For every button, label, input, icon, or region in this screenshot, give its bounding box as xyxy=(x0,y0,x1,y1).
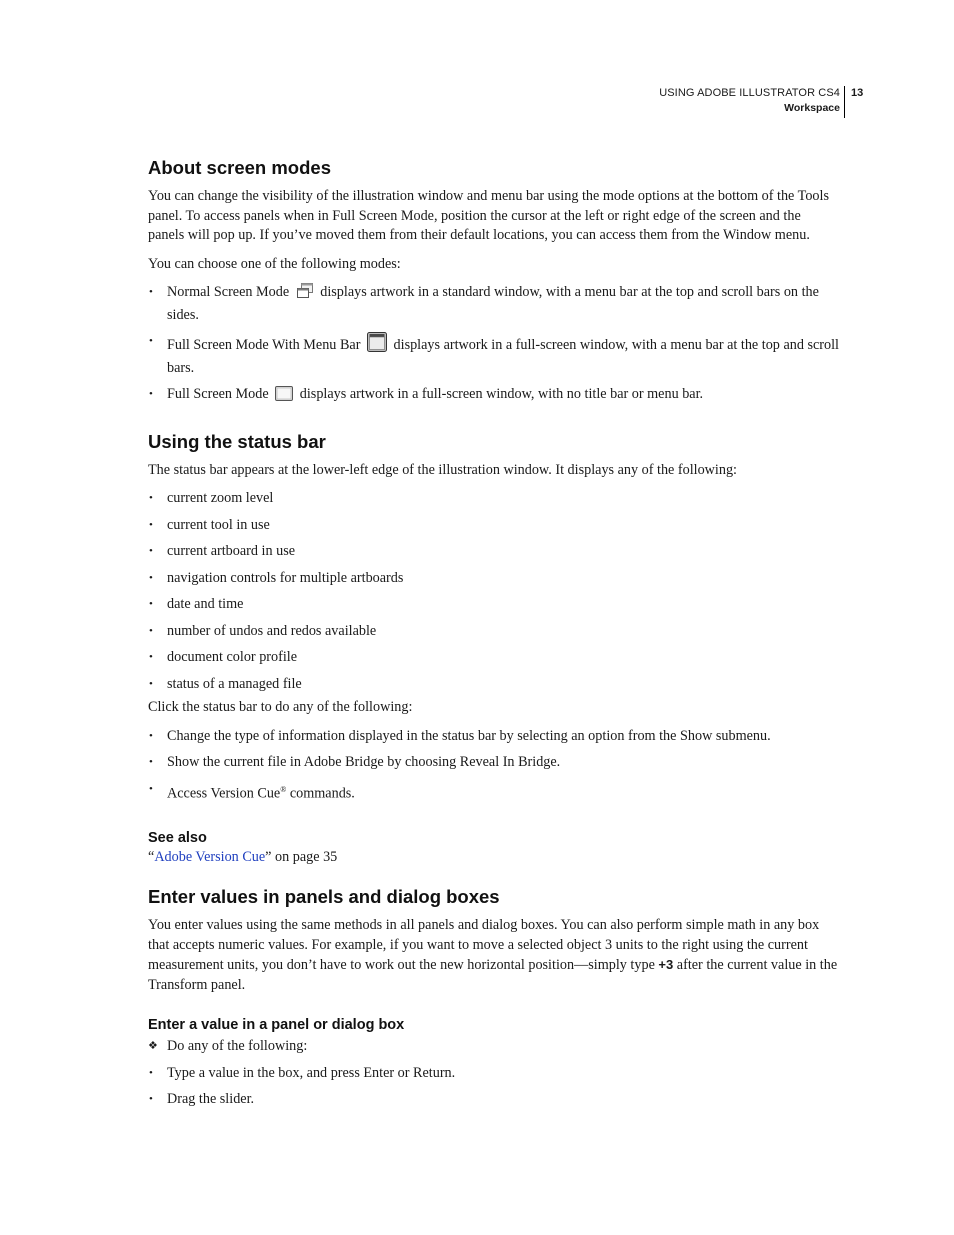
bullet: • xyxy=(149,782,153,795)
full-screen-mode-icon xyxy=(275,386,293,408)
bullet: • xyxy=(149,335,153,347)
running-head xyxy=(560,86,840,116)
list-item xyxy=(148,283,840,325)
procedure-list xyxy=(148,1037,840,1110)
bullet: • xyxy=(149,1066,153,1079)
page-content xyxy=(148,156,840,1117)
see-also-reference xyxy=(148,848,840,868)
status-bar-click-intro: Click the status bar to do any of the following: xyxy=(148,699,413,715)
bullet: • xyxy=(149,571,153,584)
list-item-text: commands. xyxy=(286,785,355,802)
bullet: • xyxy=(149,756,153,768)
heading-screen-modes: About screen modes xyxy=(148,157,331,178)
list-item xyxy=(148,1090,840,1110)
list-item-text: document color profile xyxy=(167,649,298,665)
list-item xyxy=(148,542,840,562)
status-bar-intro: The status bar appears at the lower-left edge of the illustration window. It displays any of the following: xyxy=(148,461,737,478)
bullet: • xyxy=(149,545,153,557)
bullet: • xyxy=(149,286,153,298)
list-item xyxy=(148,780,840,804)
list-item-text: current zoom level xyxy=(167,490,274,506)
full-screen-menu-bar-icon xyxy=(367,332,387,359)
adobe-version-cue-link[interactable]: Adobe Version Cue xyxy=(154,848,266,865)
bullet: • xyxy=(149,518,153,531)
bullet: • xyxy=(149,677,153,690)
list-item xyxy=(148,516,840,536)
page-reference: ” on page 35 xyxy=(265,848,338,865)
heading-enter-value-procedure: Enter a value in a panel or dialog box xyxy=(148,1017,405,1034)
section-name: Workspace xyxy=(784,102,840,114)
document-title: USING ADOBE ILLUSTRATOR CS4 xyxy=(659,87,840,99)
header-divider xyxy=(844,86,845,118)
bullet: • xyxy=(149,624,153,637)
list-item xyxy=(148,648,840,668)
bullet: • xyxy=(149,388,153,400)
list-item xyxy=(148,753,840,773)
heading-see-also: See also xyxy=(148,829,207,846)
bullet: • xyxy=(149,1093,153,1106)
bullet: • xyxy=(149,492,153,504)
bullet: • xyxy=(149,651,153,663)
list-item xyxy=(148,1064,840,1084)
code-example: +3 xyxy=(658,957,674,973)
list-item xyxy=(148,569,840,589)
list-item-text: Drag the slider. xyxy=(167,1091,255,1108)
bullet: • xyxy=(149,729,153,742)
screen-modes-choose: You can choose one of the following modes: xyxy=(148,255,401,272)
heading-status-bar: Using the status bar xyxy=(148,430,326,452)
list-item-text: current tool in use xyxy=(167,516,270,533)
mode-description: displays artwork in a standard window, with a menu bar at the top and scroll bars on the sides. xyxy=(167,284,819,323)
intro-text: after the current value in the Transform panel. xyxy=(148,957,838,993)
mode-name: Full Screen Mode xyxy=(167,386,269,402)
status-bar-actions xyxy=(148,727,840,804)
mode-description: displays artwork in a full-screen window, with no title bar or menu bar. xyxy=(299,386,704,402)
mode-description: displays artwork in a full-screen window, with a menu bar at the top and scroll bars. xyxy=(167,337,840,376)
list-item-text: number of undos and redos available xyxy=(167,622,377,639)
list-item xyxy=(148,727,840,747)
quote-open: “ xyxy=(148,848,155,865)
list-item xyxy=(148,385,840,408)
screen-modes-intro: You can change the visibility of the illustration window and menu bar using the mode options at the bottom of the Tools panel. To access panels when in Full Screen Mode, position the cursor at the left or right edge of the screen and the panels will pop up. If you’ve moved them from their default locations, you can access them from the Window menu. xyxy=(148,188,829,243)
step-item xyxy=(148,1037,840,1057)
enter-values-intro xyxy=(148,916,840,995)
registered-mark: ® xyxy=(280,784,287,794)
list-item xyxy=(148,622,840,642)
list-item-text: current artboard in use xyxy=(167,543,296,559)
step-text: Do any of the following: xyxy=(167,1038,308,1055)
step-marker-icon: ❖ xyxy=(148,1040,158,1053)
list-item-text: navigation controls for multiple artboards xyxy=(167,569,404,586)
page-number: 13 xyxy=(851,87,864,99)
list-item xyxy=(148,595,840,615)
list-item-text: Access Version Cue xyxy=(167,785,281,802)
normal-screen-mode-icon xyxy=(296,283,314,306)
mode-name: Full Screen Mode With Menu Bar xyxy=(167,337,361,353)
bullet: • xyxy=(149,598,153,610)
heading-enter-values: Enter values in panels and dialog boxes xyxy=(148,886,500,908)
list-item-text: date and time xyxy=(167,596,244,612)
list-item xyxy=(148,675,840,695)
list-item xyxy=(148,332,840,378)
list-item xyxy=(148,489,840,509)
status-bar-items xyxy=(148,489,840,694)
mode-name: Normal Screen Mode xyxy=(167,284,290,300)
list-item-text: Show the current file in Adobe Bridge by choosing Reveal In Bridge. xyxy=(167,754,561,770)
list-item-text: Change the type of information displayed in the status bar by selecting an option from the Show submenu. xyxy=(167,727,771,744)
list-item-text: Type a value in the box, and press Enter or Return. xyxy=(167,1064,456,1081)
intro-text: You enter values using the same methods in all panels and dialog boxes. You can also perform simple math in any box that accepts numeric values. For example, if you want to move a selected object 3 units to the right using the current measurement units, you don’t have to work out the new horizontal position—simply type xyxy=(148,917,820,974)
screen-mode-list xyxy=(148,283,840,408)
list-item-text: status of a managed file xyxy=(167,675,302,692)
